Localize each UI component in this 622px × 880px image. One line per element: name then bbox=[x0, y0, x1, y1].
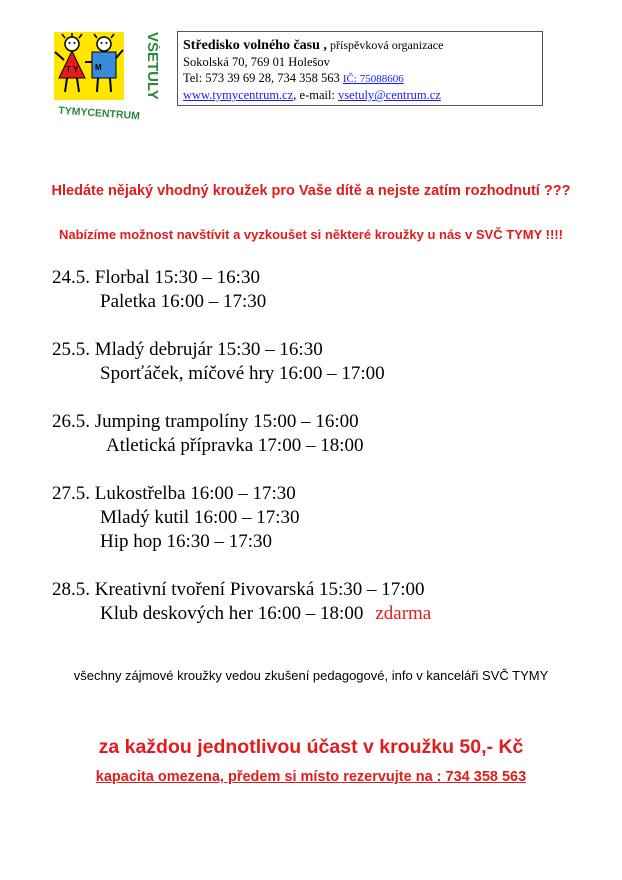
org-ic-link[interactable]: IČ: 75088606 bbox=[342, 73, 404, 85]
logo-letter-t: T bbox=[66, 65, 71, 74]
price-notice: za každou jednotlivou účast v kroužku 50,- Kč bbox=[98, 736, 524, 758]
free-badge: zdarma bbox=[375, 603, 432, 624]
schedule-activity: Kreativní tvoření Pivovarská 15:30 – 17:00 bbox=[94, 579, 425, 600]
schedule bbox=[52, 266, 431, 650]
schedule-activity: Mladý kutil 16:00 – 17:30 bbox=[100, 507, 300, 528]
org-web-line bbox=[183, 87, 542, 103]
schedule-day bbox=[52, 578, 431, 626]
schedule-activity: Paletka 16:00 – 17:30 bbox=[100, 291, 267, 312]
schedule-day bbox=[52, 410, 431, 458]
schedule-activity: Florbal 15:30 – 16:30 bbox=[94, 267, 260, 288]
org-contact-line bbox=[183, 70, 542, 87]
schedule-day bbox=[52, 338, 431, 386]
org-type: příspěvková organizace bbox=[330, 38, 444, 52]
schedule-activity: Mladý debrujár 15:30 – 16:30 bbox=[94, 339, 323, 360]
logo-vertical-text: VŠETULY bbox=[144, 32, 160, 100]
schedule-date: 28.5. bbox=[52, 579, 90, 600]
logo-letter-m: M bbox=[95, 63, 102, 72]
schedule-activity: Sporťáček, míčové hry 16:00 – 17:00 bbox=[100, 363, 385, 384]
schedule-date: 25.5. bbox=[52, 339, 90, 360]
schedule-activity: Hip hop 16:30 – 17:30 bbox=[100, 531, 273, 552]
schedule-date: 27.5. bbox=[52, 483, 90, 504]
org-line bbox=[183, 37, 542, 54]
schedule-activity: Klub deskových her 16:00 – 18:00 bbox=[100, 603, 364, 624]
schedule-activity: Jumping trampolíny 15:00 – 16:00 bbox=[94, 411, 359, 432]
org-address: Sokolská 70, 769 01 Holešov bbox=[183, 55, 330, 69]
org-tel: Tel: 573 39 69 28, 734 358 563 bbox=[183, 71, 340, 85]
capacity-notice bbox=[20, 769, 602, 785]
info-note: všechny zájmové kroužky vedou zkušení pedagogové, info v kanceláři SVČ TYMY bbox=[73, 668, 549, 683]
intro-question: Hledáte nějaký vhodný kroužek pro Vaše dítě a nejste zatím rozhodnutí ??? bbox=[51, 183, 571, 199]
schedule-day bbox=[52, 266, 431, 314]
tymycentrum-logo bbox=[52, 30, 160, 122]
org-email-link[interactable]: vsetuly@centrum.cz bbox=[338, 88, 441, 102]
org-web-link[interactable]: www.tymycentrum.cz bbox=[183, 88, 294, 102]
intro-offer: Nabízíme možnost navštívit a vyzkoušet si některé kroužky u nás v SVČ TYMY !!!! bbox=[58, 227, 564, 242]
schedule-activity: Atletická přípravka 17:00 – 18:00 bbox=[106, 435, 364, 456]
org-name: Středisko volného času , bbox=[183, 38, 327, 53]
schedule-day bbox=[52, 482, 431, 554]
organization-header bbox=[177, 31, 543, 106]
logo-bottom-text: TYMYCENTRUM bbox=[57, 104, 141, 122]
schedule-date: 24.5. bbox=[52, 267, 90, 288]
schedule-activity: Lukostřelba 16:00 – 17:30 bbox=[94, 483, 296, 504]
org-email-label: , e-mail: bbox=[293, 88, 335, 102]
logo-letter-y: Y bbox=[73, 65, 79, 74]
schedule-date: 26.5. bbox=[52, 411, 90, 432]
capacity-text: kapacita omezena, předem si místo rezervujte na : 734 358 563 bbox=[95, 769, 527, 785]
